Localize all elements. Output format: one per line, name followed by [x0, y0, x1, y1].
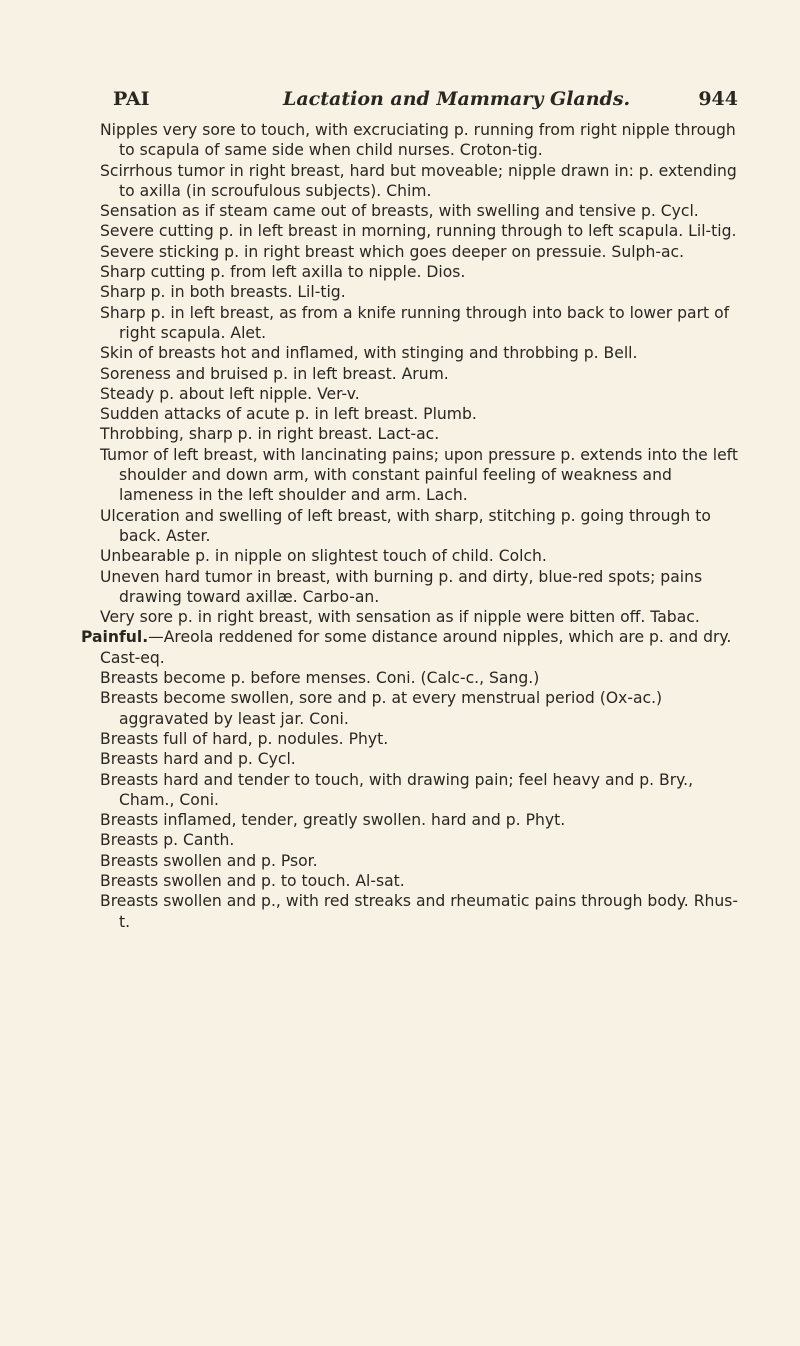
repertory-entry: Uneven hard tumor in breast, with burning p. and dirty, blue-red spots; pains drawing toward axillæ. Carbo-an. [100, 567, 703, 606]
repertory-entry: Steady p. about left nipple. Ver-v. [100, 384, 360, 403]
repertory-entry: Breasts hard and tender to touch, with drawing pain; feel heavy and p. Bry., Cham., Coni. [100, 770, 694, 809]
repertory-entry: Breasts swollen and p. to touch. Al-sat. [100, 871, 405, 890]
repertory-entry: Severe cutting p. in left breast in morning, running through to left scapula. Lil-tig. [100, 222, 737, 241]
repertory-entry: Sharp p. in both breasts. Lil-tig. [100, 283, 346, 302]
repertory-entry: Nipples very sore to touch, with excruciating p. running from right nipple through to scapula of same side when child nurses. Croton-tig. [100, 121, 736, 160]
repertory-entry: Sensation as if steam came out of breasts, with swelling and tensive p. Cycl. [100, 202, 699, 221]
repertory-text [81, 120, 745, 932]
repertory-entry: Soreness and bruised p. in left breast. Arum. [100, 364, 449, 383]
repertory-entry: Sudden attacks of acute p. in left breast. Plumb. [100, 405, 477, 424]
repertory-entry: Breasts inflamed, tender, greatly swollen. hard and p. Phyt. [100, 811, 566, 830]
repertory-entry: Sharp p. in left breast, as from a knife running through into back to lower part of right scapula. Alet. [100, 303, 730, 342]
header-section-abbrev: PAI [113, 88, 150, 110]
repertory-entry: Breasts swollen and p., with red streaks and rheumatic pains through body. Rhus-t. [100, 892, 739, 931]
rubric-text: —Areola reddened for some distance around nipples, which are p. and dry. Cast-eq. [100, 628, 732, 667]
repertory-entry: Very sore p. in right breast, with sensation as if nipple were bitten off. Tabac. [100, 608, 700, 627]
repertory-entry: Breasts swollen and p. Psor. [100, 851, 318, 870]
repertory-entry: Scirrhous tumor in right breast, hard but moveable; nipple drawn in: p. extending to axilla (in scroufulous subjects). Chim. [100, 161, 737, 200]
page-number: 944 [698, 88, 738, 110]
repertory-entry: Skin of breasts hot and inflamed, with stinging and throbbing p. Bell. [100, 344, 638, 363]
repertory-entry: Breasts hard and p. Cycl. [100, 750, 296, 769]
repertory-entry: Ulceration and swelling of left breast, with sharp, stitching p. going through to back. Aster. [100, 506, 711, 545]
repertory-entry: Breasts become p. before menses. Coni. (Calc-c., Sang.) [100, 669, 540, 688]
running-header [113, 88, 738, 116]
repertory-entry: Breasts full of hard, p. nodules. Phyt. [100, 729, 389, 748]
repertory-entry: Sharp cutting p. from left axilla to nipple. Dios. [100, 263, 466, 282]
repertory-entry: Breasts p. Canth. [100, 831, 235, 850]
repertory-entry: Severe sticking p. in right breast which goes deeper on pressuie. Sulph-ac. [100, 242, 685, 261]
repertory-entry: Breasts become swollen, sore and p. at every menstrual period (Ox-ac.) aggravated by least jar. Coni. [100, 689, 663, 728]
repertory-entry: Throbbing, sharp p. in right breast. Lact-ac. [100, 425, 440, 444]
repertory-entry: Tumor of left breast, with lancinating pains; upon pressure p. extends into the left shoulder and down arm, with constant painful feeling of weakness and lameness in the left shoulder and arm. Lach. [100, 445, 738, 505]
rubric-label: Painful. [81, 628, 149, 647]
repertory-entry: Unbearable p. in nipple on slightest touch of child. Colch. [100, 547, 547, 566]
rubric-heading-entry [81, 627, 745, 668]
header-chapter-title: Lactation and Mammary Glands. [283, 88, 631, 110]
